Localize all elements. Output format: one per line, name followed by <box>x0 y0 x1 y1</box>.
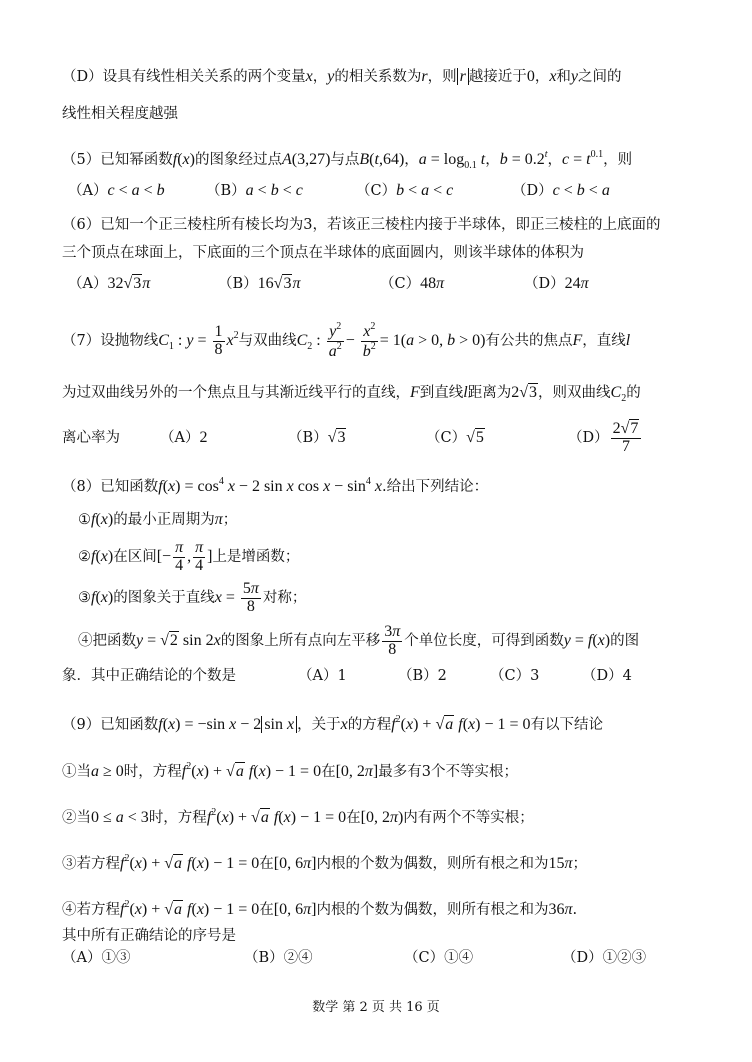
q9-option-c: （C）①④ <box>404 950 474 966</box>
q6-line2: 三个顶点在球面上，下底面的三个顶点在半球体的底面圆内，则该半球体的体积为 <box>62 245 584 261</box>
q8-option-c: （C）3 <box>490 668 540 684</box>
q8-question: 象．其中正确结论的个数是 <box>62 668 236 684</box>
q7-option-c: （C）√5 <box>426 429 484 446</box>
q8-option-a: （A）1 <box>298 668 347 684</box>
q5-option-c: （C）b < a < c <box>356 182 454 199</box>
q9-option-d: （D）①②③ <box>562 950 647 966</box>
q6-option-d: （D）24π <box>524 275 589 292</box>
q5-stem: （5）已知幂函数f(x)的图象经过点A(3,27)与点B(t,64)，$a = \log_{0.1} t$，$b = 0.2^t$，$c = t^{0.1}$，则 <box>62 149 633 171</box>
q9-option-a: （A）①③ <box>62 950 131 966</box>
q7-stem: （7）设抛物线$C_1$ : y = $\frac{1}{8}$ $x^2$与双曲线$C_2$ : $\frac{y^2}{a^2}$ − $\frac{x^2}{b^2}$ = 1(a > 0, b > 0)有公共的焦点F，直线l <box>62 321 631 360</box>
q6-option-a: （A）32√3π <box>68 275 151 292</box>
q7-option-b: （B）√3 <box>288 429 346 446</box>
q8-conclusion-2: ②f(x)在区间[− $\frac{\pi}{4}$ , $\frac{\pi}{4}$ ]上是增函数； <box>78 539 300 574</box>
q5-option-a: （A）c < a < b <box>68 182 165 199</box>
q9-conclusion-4: ④若方程$f^2(x) + √a$ f(x) − 1 = 0在[0, 6π]内根的个数为偶数，则所有根之和为36π. <box>62 899 578 918</box>
q6-line1: （6）已知一个正三棱柱所有棱长均为3，若该正三棱柱内接于半球体，即正三棱柱的上底面的 <box>62 217 661 233</box>
q6-option-c: （C）48π <box>380 275 445 292</box>
page-footer: 数学 第 2 页 共 16 页 <box>312 1000 440 1015</box>
prev-q-option-d-line2: 线性相关程度越强 <box>62 106 178 122</box>
q7-option-d: （D） $\frac{2√7}{7}$ <box>568 418 643 458</box>
q9-conclusion-1: ①当a ≥ 0时，方程$f^2(x) + √a$ f(x) − 1 = 0在[0, 2π]最多有3个不等实根； <box>62 761 518 780</box>
q9-stem: （9）已知函数f(x) = −sin x − 2 sin x ，关于x的方程$f^2(x) + √a$ f(x) − 1 = 0有以下结论 <box>62 714 603 733</box>
q9-conclusion-3: ③若方程$f^2(x) + √a$ f(x) − 1 = 0在[0, 6π]内根的个数为偶数，则所有根之和为15π； <box>62 853 587 872</box>
q7-line2: 为过双曲线另外的一个焦点且与其渐近线平行的直线，F到直线l距离为2√3，则双曲线$C_2$的 <box>62 384 641 404</box>
q8-option-d: （D）4 <box>582 668 632 684</box>
q9-question: 其中所有正确结论的序号是 <box>62 928 236 944</box>
q7-line3: 离心率为 <box>62 430 120 446</box>
q5-option-b: （B）a < b < c <box>206 182 303 199</box>
q9-option-b: （B）②④ <box>244 950 313 966</box>
q9-conclusion-2: ②当0 ≤ a < 3时，方程$f^2(x) + √a$ f(x) − 1 = 0在[0, 2π)内有两个不等实根； <box>62 807 534 826</box>
prev-q-option-d-line1: （D）设具有线性相关关系的两个变量x，y的相关系数为r，则 r 越接近于0，x和y之间的 <box>62 68 622 85</box>
q8-stem: （8）已知函数$f(x) = \cos^4 x - 2$ sin x $\cos x - \sin^4 x$.给出下列结论： <box>62 476 489 495</box>
q8-conclusion-1: ①f(x)的最小正周期为π； <box>78 511 238 528</box>
q8-conclusion-3: ③f(x)的图象关于直线x = $\frac{5\pi}{8}$ 对称； <box>78 580 307 615</box>
q5-option-d: （D）c < b < a <box>512 182 610 199</box>
q7-option-a: （A）2 <box>160 429 208 446</box>
q8-option-b: （B）2 <box>398 668 447 684</box>
q8-conclusion-4: ④把函数y = √2 sin 2x的图象上所有点向左平移 $\frac{3\pi}{8}$ 个单位长度，可得到函数y = f(x)的图 <box>78 622 640 658</box>
q6-option-b: （B）16√3π <box>218 275 301 292</box>
